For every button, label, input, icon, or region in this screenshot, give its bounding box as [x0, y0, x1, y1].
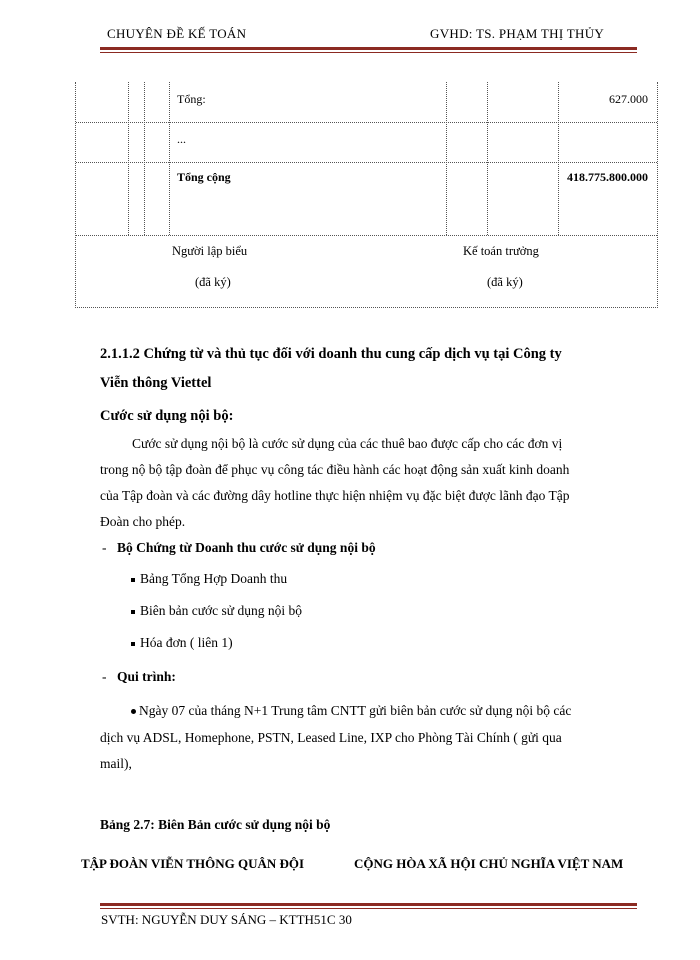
table-row	[177, 92, 206, 107]
footer-text: SVTH: NGUYỄN DUY SÁNG – KTTH51C 30	[101, 912, 352, 927]
section-heading-line2: Viễn thông Viettel	[100, 375, 212, 391]
list-item: Biên bản cước sử dụng nội bộ	[131, 598, 302, 624]
square-bullet-icon	[131, 642, 135, 646]
paragraph-line: trong nộ bộ tập đoàn để phục vụ công tác điều hành các hoạt động sản xuất kinh doanh	[100, 462, 570, 477]
signer-left-title: Người lập biểu	[172, 244, 248, 258]
footer-rule-thick	[100, 903, 637, 906]
process-line: mail),	[100, 756, 132, 771]
list-item: Bảng Tổng Hợp Doanh thu	[131, 566, 287, 592]
row-value: 627.000	[609, 92, 648, 106]
round-bullet-icon	[131, 709, 136, 714]
paragraph-line: Đoàn cho phép.	[100, 514, 186, 529]
header-right: GVHD: TS. PHẠM THỊ THỦY	[430, 26, 605, 41]
signer-right-title: Kế toán trưởng	[463, 244, 539, 258]
row-label: ...	[177, 132, 186, 146]
subheading: Cước sử dụng nội bộ:	[100, 408, 234, 424]
signer-right-note: (đã ký)	[487, 275, 523, 289]
row-label: Tổng:	[177, 92, 206, 106]
header-rule-thin	[100, 52, 637, 53]
header-left: CHUYÊN ĐỀ KẾ TOÁN	[107, 26, 247, 41]
process-line: Ngày 07 của tháng N+1 Trung tâm CNTT gửi biên bản cước sử dụng nội bộ các	[131, 698, 571, 724]
row-label-total: Tổng cộng	[177, 170, 231, 184]
doc-set-title: Bộ Chứng từ Doanh thu cước sử dụng nội bộ	[117, 540, 376, 555]
dash-bullet: -	[102, 669, 107, 684]
org-left: TẬP ĐOÀN VIỄN THÔNG QUÂN ĐỘI	[81, 856, 305, 871]
square-bullet-icon	[131, 610, 135, 614]
process-title: Qui trình:	[117, 669, 176, 684]
square-bullet-icon	[131, 578, 135, 582]
dash-bullet: -	[102, 540, 107, 555]
revenue-table	[75, 82, 658, 308]
org-right: CỘNG HÒA XÃ HỘI CHỦ NGHĨA VIỆT NAM	[354, 856, 624, 871]
section-heading-line1: 2.1.1.2 Chứng từ và thủ tục đối với doanh thu cung cấp dịch vụ tại Công ty	[100, 346, 562, 362]
header-rule-thick	[100, 47, 637, 50]
table-caption: Bảng 2.7: Biên Bản cước sử dụng nội bộ	[100, 817, 331, 832]
paragraph-line: của Tập đoàn và các đường dây hotline thực hiện nhiệm vụ đặc biệt được lãnh đạo Tập	[100, 488, 570, 503]
paragraph-line: Cước sử dụng nội bộ là cước sử dụng của các thuê bao được cấp cho các đơn vị	[132, 436, 563, 451]
row-value-total: 418.775.800.000	[567, 170, 648, 184]
footer-rule-thin	[100, 908, 637, 909]
process-line: dịch vụ ADSL, Homephone, PSTN, Leased Line, IXP cho Phòng Tài Chính ( gửi qua	[100, 730, 562, 745]
list-item: Hóa đơn ( liên 1)	[131, 630, 233, 656]
signer-left-note: (đã ký)	[195, 275, 231, 289]
